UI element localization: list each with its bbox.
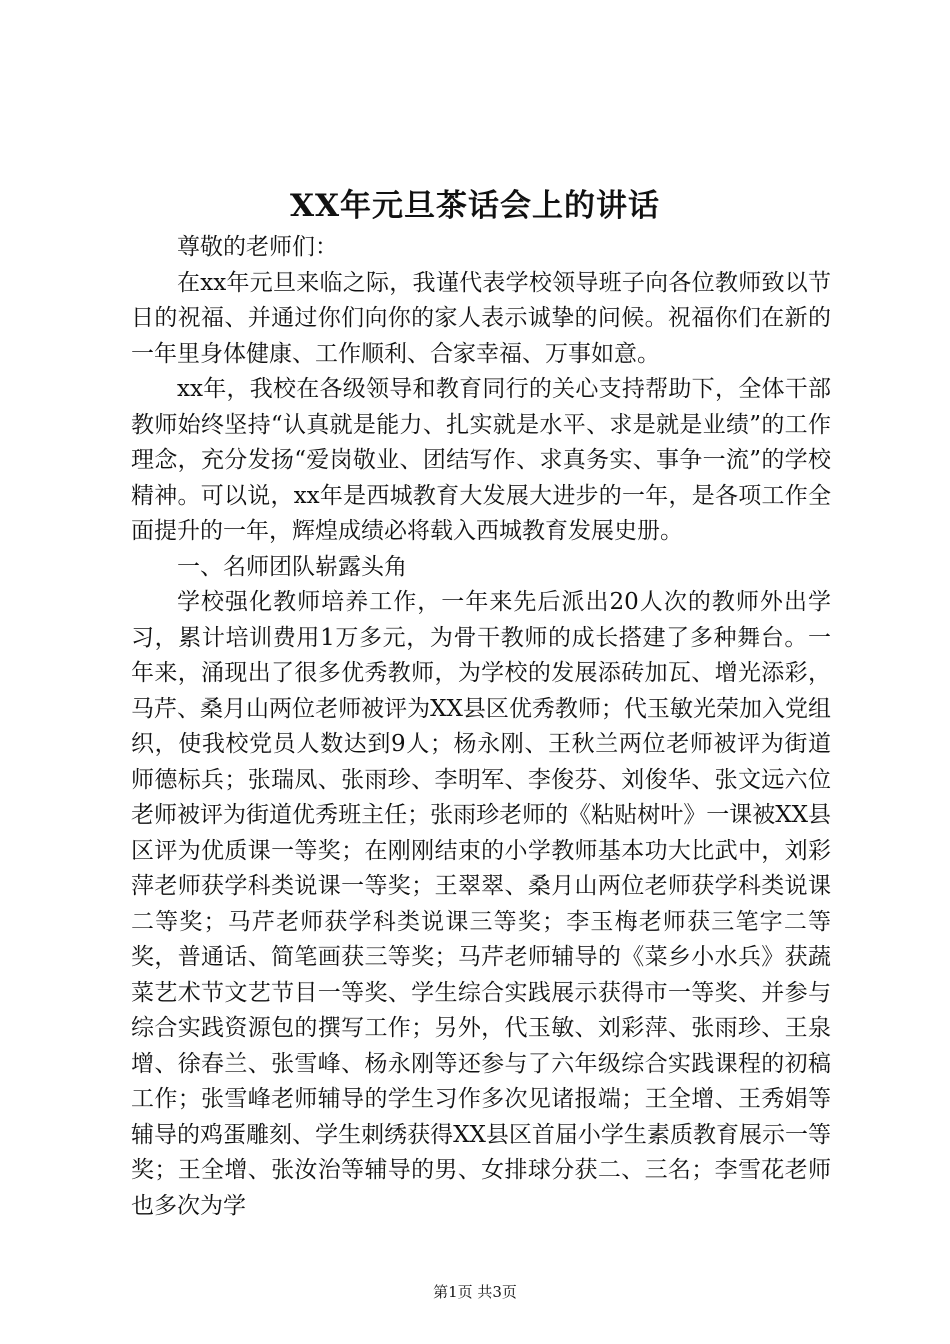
body-paragraph: 在xx年元旦来临之际，我谨代表学校领导班子向各位教师致以节日的祝福、并通过你们向你的家人表示诚挚的问候。祝福你们在新的一年里身体健康、工作顺利、合家幸福、万事如意。 [131,269,831,367]
section-heading: 一、名师团队崭露头角 [177,553,407,580]
page-number-footer: 第1页 共3页 [433,1283,517,1301]
document-body [131,230,831,1224]
document-title: XX年元旦茶话会上的讲话 [289,188,661,224]
body-paragraph: 学校强化教师培养工作，一年来先后派出20人次的教师外出学习，累计培训费用1万多元，为骨干教师的成长搭建了多种舞台。一年来，涌现出了很多优秀教师，为学校的发展添砖加瓦、增光添彩，马芹、桑月山两位老师被评为XX县区优秀教师；代玉敏光荣加入党组织，使我校党员人数达到9人；杨永刚、王秋兰两位老师被评为街道师德标兵；张瑞凤、张雨珍、李明军、李俊芬、刘俊华、张文远六位老师被评为街道优秀班主任；张雨珍老师的《粘贴树叶》一课被XX县区评为优质课一等奖；在刚刚结束的小学教师基本功大比武中，刘彩萍老师获学科类说课一等奖；王翠翠、桑月山两位老师获学科类说课二等奖；马芹老师获学科类说课三等奖；李玉梅老师获三笔字二等奖，普通话、简笔画获三等奖；马芹老师辅导的《菜乡小水兵》获蔬菜艺术节文艺节目一等奖、学生综合实践展示获得市一等奖、并参与综合实践资源包的撰写工作；另外，代玉敏、刘彩萍、张雨珍、王泉增、徐春兰、张雪峰、杨永刚等还参与了六年级综合实践课程的初稿工作；张雪峰老师辅导的学生习作多次见诸报端；王全增、王秀娟等辅导的鸡蛋雕刻、学生刺绣获得XX县区首届小学生素质教育展示一等奖；王全增、张汝治等辅导的男、女排球分获二、三名；李雪花老师也多次为学 [131,589,831,1219]
body-paragraph: xx年，我校在各级领导和教育同行的关心支持帮助下，全体干部教师始终坚持“认真就是能力、扎实就是水平、求是就是业绩”的工作理念，充分发扬“爱岗敬业、团结写作、求真务实、事争一流”的学校精神。可以说，xx年是西城教育大发展大进步的一年，是各项工作全面提升的一年，辉煌成绩必将载入西城教育发展史册。 [131,376,831,544]
greeting-paragraph: 尊敬的老师们： [177,234,338,260]
